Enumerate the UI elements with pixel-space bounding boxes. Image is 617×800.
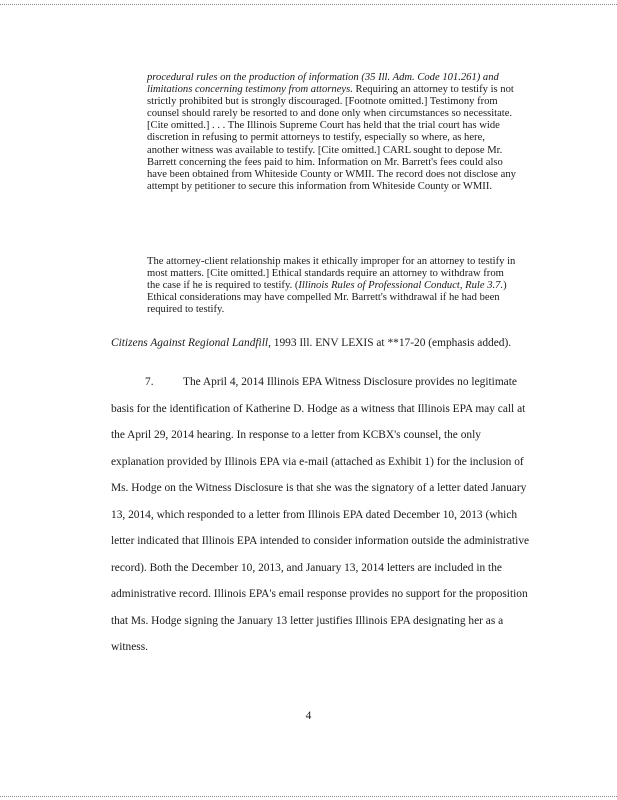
case-name: Citizens Against Regional Landfill [111, 337, 269, 349]
case-citation [111, 337, 531, 349]
block-quote-paragraph-2 [147, 256, 519, 316]
quote-italic-lead: procedural rules on the production of information (35 Ill. Adm. Code 101.261) and limitations concerning testimony from attorneys. [147, 72, 499, 96]
numbered-paragraph-7 [111, 369, 533, 661]
scan-edge-top [0, 4, 617, 6]
quote-text: Requiring an attorney to testify is not strictly prohibited but is strongly discouraged. [Footnote omitted.] Testimony from counsel should rarely be resorted to and done only when circumstances so necessitate. [Cite omitted.] . . . The Illinois Supreme Court has held that the trial court has wide discretion in refusing to permit attorneys to testify, especially so where, as here, another witness was available to testify. [Cite omitted.] CARL sought to depose Mr. Barrett concerning the fees paid to him. Information on Mr. Barrett's fees could also have been obtained from Whiteside County or WMII. The record does not disclose any attempt by petitioner to secure this information from Whiteside County or WMII. [147, 84, 516, 192]
paragraph-number: 7. [145, 376, 154, 388]
scan-edge-bottom [0, 796, 617, 798]
page-number: 4 [305, 710, 312, 722]
quote-italic-rule: Illinois Rules of Professional Conduct, Rule 3.7. [298, 280, 504, 292]
paragraph-text: The April 4, 2014 Illinois EPA Witness Disclosure provides no legitimate basis for the identification of Katherine D. Hodge as a witness that Illinois EPA may call at the April 29, 2014 hearing. In response to a letter from KCBX's counsel, the only explanation provided by Illinois EPA via e-mail (attached as Exhibit 1) for the inclusion of Ms. Hodge on the Witness Disclosure is that she was the signatory of a letter dated January 13, 2014, which responded to a letter from Illinois EPA dated December 10, 2013 (which letter indicated that Illinois EPA intended to consider information outside the administrative record). Both the December 10, 2013, and January 13, 2014 letters are included in the administrative record. Illinois EPA's email response provides no support for the proposition that Ms. Hodge signing the January 13 letter justifies Illinois EPA designating her as a witness. [111, 376, 530, 653]
block-quote-paragraph-1 [147, 72, 519, 193]
quote-text-before: The attorney-client relationship makes it ethically improper for an attorney to testify in most matters. [Cite omitted.] Ethical standards require an attorney to withdraw from the case if he is required to testify. ( [147, 256, 516, 292]
citation-rest: , 1993 Ill. ENV LEXIS at **17-20 (emphasis added). [268, 337, 512, 349]
quote-text-after: ) Ethical considerations may have compelled Mr. Barrett's withdrawal if he had been required to testify. [147, 280, 507, 316]
